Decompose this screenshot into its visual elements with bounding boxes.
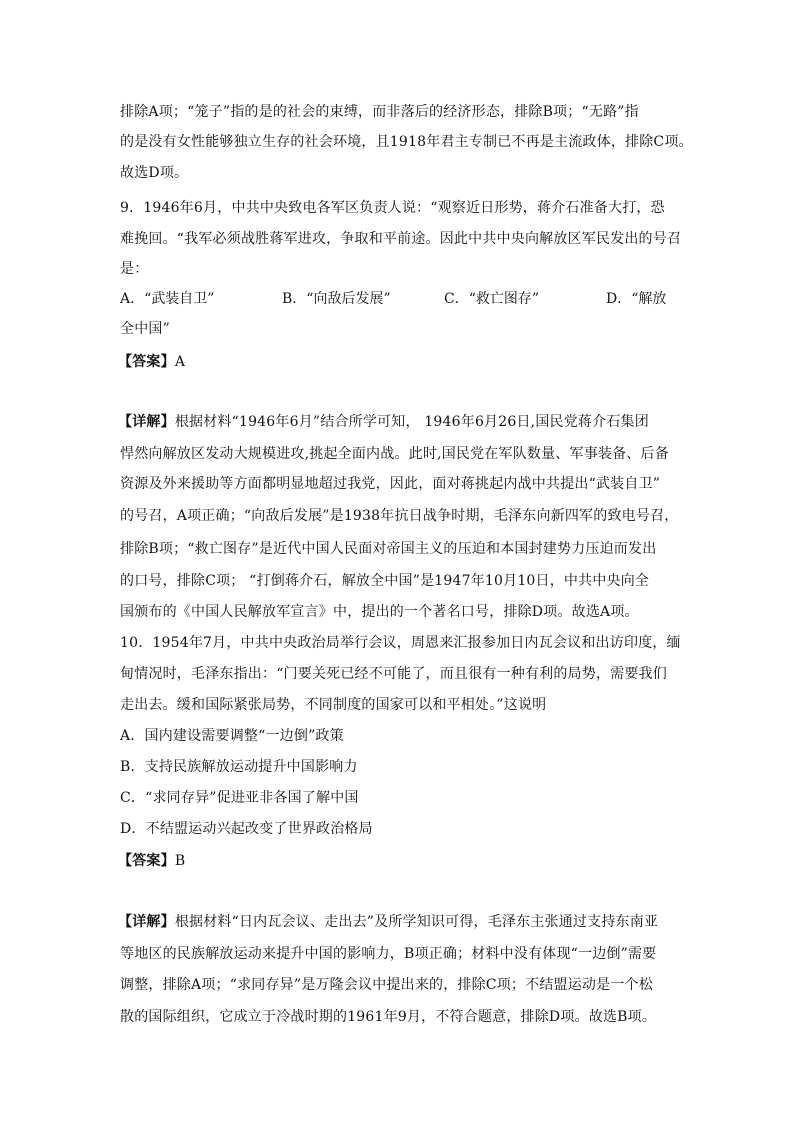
q9-analysis-line-2: 悍然向解放区发动大规模进攻,挑起全面内战。此时,国民党在军队数量、军事装备、后备 [120, 446, 669, 462]
q9-analysis-line-7: 国颁布的《中国人民解放军宣言》中，提出的一个著名口号，排除D项。故选A项。 [120, 604, 639, 620]
q10-stem-line-3: 走出去。缓和国际紧张局势，不同制度的国家可以和平相处。”这说明 [120, 697, 547, 713]
answer-label: 【答案】 [118, 853, 175, 869]
q9-analysis-line-3: 资源及外来援助等方面都明显地超过我党，因此，面对蒋挑起内战中共提出“武装自卫” [120, 476, 661, 492]
q8-explanation-line-2: 的是没有女性能够独立生存的社会环境，且1918年君主专制已不再是主流政体，排除C项。 [120, 134, 693, 150]
analysis-text: 根据材料“日内瓦会议、走出去”及所学知识可得，毛泽东主张通过支持东南亚 [174, 914, 659, 930]
analysis-label: 【详解】 [118, 414, 175, 430]
q9-stem-line-3: 是： [120, 261, 149, 277]
q10-analysis-line-2: 等地区的民族解放运动来提升中国的影响力，B项正确；材料中没有体现“一边倒”需要 [120, 946, 657, 962]
q10-option-a: A．国内建设需要调整“一边倒”政策 [120, 728, 344, 744]
q9-option-b: B．“向敌后发展” [282, 291, 391, 307]
q8-explanation-line-3: 故选D项。 [120, 165, 189, 181]
q10-option-d: D．不结盟运动兴起改变了世界政治格局 [120, 821, 373, 837]
q9-answer [118, 352, 185, 372]
q9-analysis-line-4: 的号召，A项正确；“向敌后发展”是1938年抗日战争时期，毛泽东向新四军的致电号召， [120, 508, 679, 524]
q9-option-c: C．“救亡图存” [444, 291, 540, 307]
q9-option-a: A．“武装自卫” [120, 291, 215, 307]
analysis-label: 【详解】 [118, 914, 175, 930]
q9-option-d-continued: 全中国” [120, 321, 170, 337]
q9-stem-line-1: 9．1946年6月，中共中央致电各军区负责人说：“观察近日形势，蒋介石准备大打，恐 [120, 200, 665, 216]
q10-analysis-line-1 [118, 912, 658, 932]
q10-analysis-line-3: 调整，排除A项；“求同存异”是万隆会议中提出来的，排除C项；不结盟运动是一个松 [120, 977, 653, 993]
q9-option-d: D．“解放 [606, 291, 667, 307]
q9-analysis-line-6: 的口号，排除C项； “打倒蒋介石，解放全中国”是1947年10月10日，中共中央向全 [120, 573, 650, 589]
q9-analysis-line-5: 排除B项；“救亡图存”是近代中国人民面对帝国主义的压迫和本国封建势力压迫而发出 [120, 541, 657, 557]
answer-value: B [174, 853, 186, 869]
q10-stem-line-1: 10．1954年7月，中共中央政治局举行会议，周恩来汇报参加日内瓦会议和出访印度，缅 [120, 635, 681, 651]
q10-analysis-line-4: 散的国际组织，它成立于冷战时期的1961年9月，不符合题意，排除D项。故选B项。 [120, 1009, 657, 1025]
q10-option-c: C．“求同存异”促进亚非各国了解中国 [120, 790, 359, 806]
q10-stem-line-2: 甸情况时，毛泽东指出：“门要关死已经不可能了，而且很有一种有利的局势，需要我们 [120, 666, 667, 682]
analysis-text: 根据材料“1946年6月”结合所学可知， 1946年6月26日,国民党蒋介石集团 [174, 414, 649, 430]
q10-option-b: B．支持民族解放运动提升中国影响力 [120, 759, 358, 775]
answer-value: A [174, 354, 186, 370]
q9-analysis-line-1 [118, 412, 649, 432]
q8-explanation-line-1: 排除A项；“笼子”指的是的社会的束缚，而非落后的经济形态，排除B项；“无路”指 [120, 104, 639, 120]
q9-stem-line-2: 难挽回。“我军必须战胜蒋军进攻，争取和平前途。因此中共中央向解放区军民发出的号召 [120, 231, 682, 247]
answer-label: 【答案】 [118, 354, 175, 370]
q10-answer [118, 851, 185, 871]
